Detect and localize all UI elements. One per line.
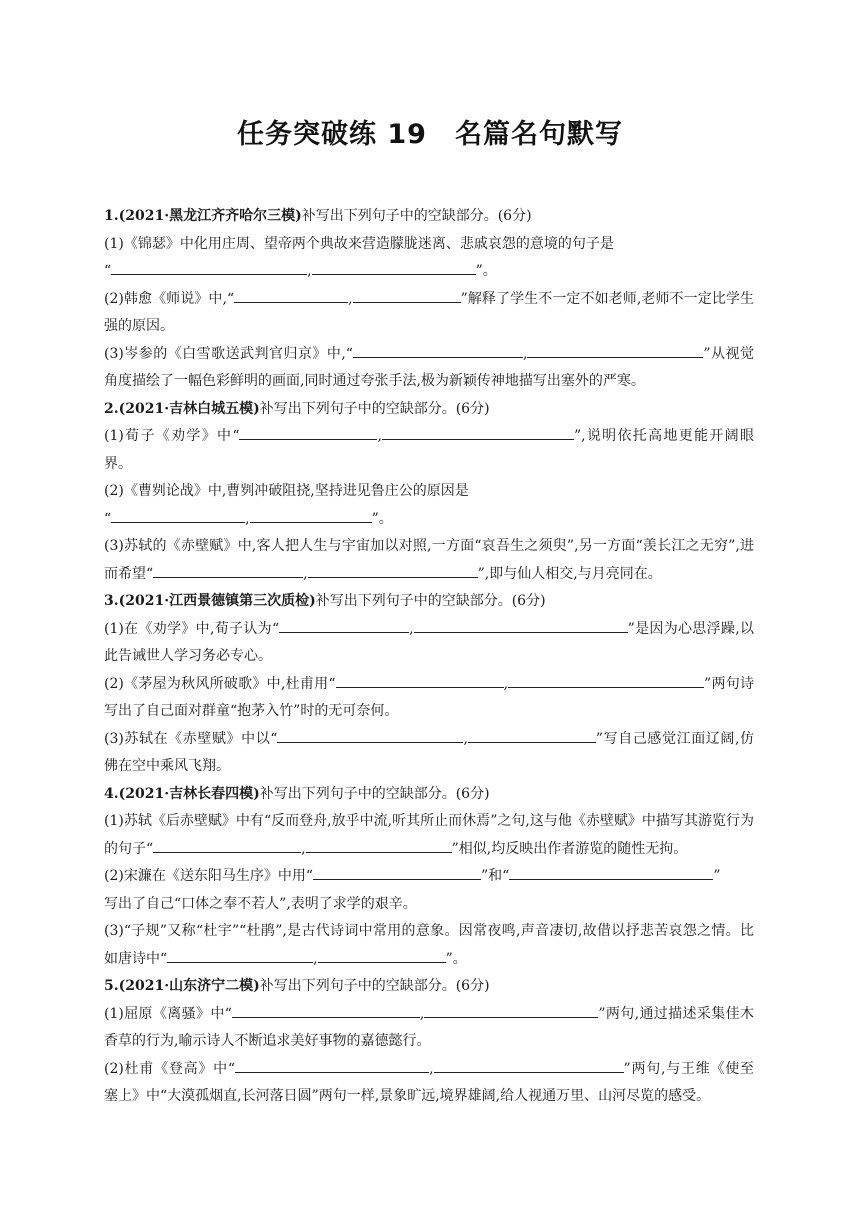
question-instruction: 补写出下列句子中的空缺部分。(6分) xyxy=(259,400,490,417)
blank-separator: , xyxy=(303,565,308,582)
question-3-heading: 3.(2021·江西景德镇第三次质检)补写出下列句子中的空缺部分。(6分) xyxy=(104,593,546,609)
item-text: 从视觉角度描绘了一幅色彩鲜明的画面,同时通过夸张手法,极为新颖传神地描写出塞外的严寒。 xyxy=(104,345,754,389)
question-2-item-3 xyxy=(104,533,754,588)
item-text: 写自己感觉江面辽阔,仿佛在空中乘风飞翔。 xyxy=(104,730,754,774)
item-text: (1)苏轼《后赤壁赋》中有“反而登舟,放乎中流,听其所止而休焉”之句,这与他《赤壁赋》中描写其游览行为的句子“ xyxy=(104,813,754,857)
answer-blank[interactable] xyxy=(153,837,301,853)
question-source: (2021·吉林长春四模) xyxy=(118,785,260,802)
item-text: (1)《锦瑟》中化用庄周、望帝两个典故来营造朦胧迷离、悲戚哀怨的意境的句子是 xyxy=(104,235,614,252)
item-text: 两句诗写出了自己面对群童“抱茅入竹”时的无可奈何。 xyxy=(104,675,754,719)
blank-separator: , xyxy=(463,730,468,747)
answer-blank[interactable] xyxy=(167,947,313,963)
answer-blank[interactable] xyxy=(336,672,504,688)
question-5-heading: 5.(2021·山东济宁二模)补写出下列句子中的空缺部分。(6分) xyxy=(104,978,490,994)
question-1-item-3 xyxy=(104,341,754,396)
answer-blank[interactable] xyxy=(250,507,372,523)
answer-blank[interactable] xyxy=(313,864,481,880)
question-2-heading: 2.(2021·吉林白城五模)补写出下列句子中的空缺部分。(6分) xyxy=(104,400,490,417)
answer-blank[interactable] xyxy=(434,1057,624,1073)
question-number: 3 xyxy=(104,593,114,609)
question-2-item-1 xyxy=(104,423,754,478)
answer-blank[interactable] xyxy=(235,1057,429,1073)
blank-separator: , xyxy=(503,675,509,692)
item-text: (3)苏轼在《赤壁赋》中以“ xyxy=(104,730,278,747)
question-instruction: 补写出下列句子中的空缺部分。(6分) xyxy=(315,593,546,609)
item-text: 是因为心思浮躁,以此告诫世人学习务必专心。 xyxy=(104,620,754,664)
blank-separator: , xyxy=(377,428,382,444)
quote-mark: ” xyxy=(451,840,459,857)
quote-mark: ” xyxy=(713,868,721,884)
item-text: ,说明依托高地更能开阔眼界。 xyxy=(104,428,754,472)
question-5-item-2 xyxy=(104,1056,754,1111)
question-3-item-3 xyxy=(104,726,754,781)
question-5-item-1 xyxy=(104,1001,754,1056)
question-number: 2 xyxy=(104,400,114,417)
blank-separator: , xyxy=(301,840,306,857)
answer-blank[interactable] xyxy=(353,342,523,358)
item-text: 写出了自己“口体之奉不若人”,表明了求学的艰辛。 xyxy=(104,895,417,912)
item-text: ,即与仙人相交,与月亮同在。 xyxy=(484,565,662,582)
item-text: (1)屈原《离骚》中“ xyxy=(104,1005,232,1022)
item-text: (2)《茅屋为秋风所破歌》中,杜甫用“ xyxy=(104,675,336,692)
answer-blank[interactable] xyxy=(308,562,478,578)
blank-separator: , xyxy=(245,510,250,527)
answer-blank[interactable] xyxy=(111,507,245,523)
question-list xyxy=(104,203,754,1111)
item-text: (2)杜甫《登高》中“ xyxy=(104,1060,236,1077)
answer-blank[interactable] xyxy=(306,837,452,853)
item-text: (1)在《劝学》中,荀子认为“ xyxy=(104,620,280,637)
item-text: (1)荀子《劝学》中“ xyxy=(104,428,240,444)
question-source: (2021·江西景德镇第三次质检) xyxy=(118,593,316,609)
question-3-item-1 xyxy=(104,616,754,671)
question-4-item-3 xyxy=(104,918,754,973)
quote-mark: ” xyxy=(595,730,604,747)
blank-separator: , xyxy=(429,1060,434,1077)
question-4-item-2 xyxy=(104,863,754,918)
quote-mark: ”。 xyxy=(445,950,467,967)
question-4-heading: 4.(2021·吉林长春四模)补写出下列句子中的空缺部分。(6分) xyxy=(104,785,490,802)
answer-blank[interactable] xyxy=(153,562,303,578)
question-3-item-2 xyxy=(104,671,754,726)
question-number: 1 xyxy=(104,208,114,224)
answer-blank[interactable] xyxy=(509,864,713,880)
quote-mark: ” xyxy=(703,345,711,362)
item-text: (3)“子规”又称“杜宇”“杜鹃”,是古代诗词中常用的意象。因常夜鸣,声音凄切,故借以抒悲苦哀怨之情。比如唐诗中“ xyxy=(104,923,754,967)
question-instruction: 补写出下列句子中的空缺部分。(6分) xyxy=(301,208,532,224)
item-text: (3)苏轼的《赤壁赋》中,客人把人生与宇宙加以对照,一方面“哀吾生之须臾”,另一方面“羡长江之无穷”,进而希望“ xyxy=(104,538,754,582)
question-number: 5 xyxy=(104,978,114,994)
answer-blank[interactable] xyxy=(232,1002,420,1018)
blank-separator: ”和“ xyxy=(481,868,510,884)
answer-blank[interactable] xyxy=(277,727,463,743)
answer-blank[interactable] xyxy=(111,259,307,275)
answer-blank[interactable] xyxy=(414,617,628,633)
question-4-item-1 xyxy=(104,808,754,863)
answer-blank[interactable] xyxy=(382,424,574,440)
item-text: 两句,与王维《使至塞上》中“大漠孤烟直,长河落日圆”两句一样,景象旷远,境界雄阔,给人视通万里、山河尽览的感受。 xyxy=(104,1060,754,1104)
question-2-item-2 xyxy=(104,478,754,533)
question-1-heading: 1.(2021·黑龙江齐齐哈尔三模)补写出下列句子中的空缺部分。(6分) xyxy=(104,208,532,224)
question-source: (2021·山东济宁二模) xyxy=(118,978,260,994)
answer-blank[interactable] xyxy=(468,727,596,743)
blank-separator: , xyxy=(419,1005,425,1022)
quote-mark: ” xyxy=(598,1005,606,1022)
question-instruction: 补写出下列句子中的空缺部分。(6分) xyxy=(259,978,490,994)
answer-blank[interactable] xyxy=(239,424,377,440)
question-source: (2021·黑龙江齐齐哈尔三模) xyxy=(118,208,302,224)
blank-separator: , xyxy=(348,290,353,307)
question-source: (2021·吉林白城五模) xyxy=(118,400,260,417)
item-text: 解释了学生不一定不如老师,老师不一定比学生强的原因。 xyxy=(104,290,754,334)
quote-mark: ” xyxy=(704,675,712,692)
quote-mark: “ xyxy=(104,263,112,279)
item-text: (2)韩愈《师说》中,“ xyxy=(104,290,235,307)
quote-mark: ”。 xyxy=(475,263,497,279)
blank-separator: , xyxy=(522,345,528,362)
quote-mark: “ xyxy=(104,510,112,527)
question-number: 4 xyxy=(104,785,114,802)
answer-blank[interactable] xyxy=(424,1002,598,1018)
answer-blank[interactable] xyxy=(527,342,703,358)
item-text: 两句,通过描述采集佳木香草的行为,喻示诗人不断追求美好事物的嘉德懿行。 xyxy=(104,1005,754,1049)
quote-mark: ” xyxy=(627,620,635,637)
item-text: (2)《曹刿论战》中,曹刿冲破阻挠,坚持进见鲁庄公的原因是 xyxy=(104,483,469,499)
question-instruction: 补写出下列句子中的空缺部分。(6分) xyxy=(259,785,490,802)
blank-separator: , xyxy=(409,620,414,637)
answer-blank[interactable] xyxy=(279,617,409,633)
answer-blank[interactable] xyxy=(234,287,348,303)
quote-mark: ” xyxy=(460,290,468,307)
quote-mark: ” xyxy=(573,428,582,444)
answer-blank[interactable] xyxy=(318,947,446,963)
quote-mark: ”。 xyxy=(371,510,393,527)
answer-blank[interactable] xyxy=(353,287,461,303)
item-text: 相似,均反映出作者游览的随性无拘。 xyxy=(458,840,688,857)
answer-blank[interactable] xyxy=(508,672,704,688)
blank-separator: , xyxy=(307,263,312,279)
page-title: 任务突破练 19 名篇名句默写 xyxy=(237,119,623,150)
question-1-item-1 xyxy=(104,231,754,286)
question-1-item-2 xyxy=(104,286,754,341)
item-text: (2)宋濂在《送东阳马生序》中用“ xyxy=(104,868,313,884)
answer-blank[interactable] xyxy=(312,259,476,275)
quote-mark: ” xyxy=(477,565,485,582)
quote-mark: ” xyxy=(623,1060,631,1077)
item-text: (3)岑参的《白雪歌送武判官归京》中,“ xyxy=(104,345,353,362)
blank-separator: , xyxy=(313,950,318,967)
